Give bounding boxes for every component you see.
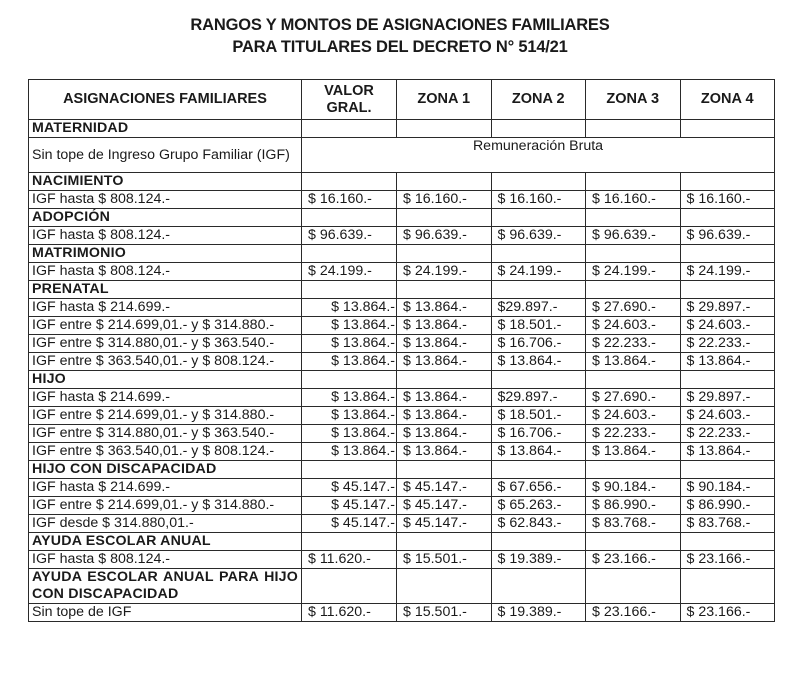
value-cell-zona-1: $ 24.199.- [397, 263, 492, 281]
value-cell-valor-gral: $ 13.864.- [302, 389, 397, 407]
row-label: IGF hasta $ 214.699.- [29, 389, 302, 407]
value-cell-zona-4: $ 83.768.- [680, 515, 775, 533]
value-cell-zona-1: $ 13.864.- [397, 335, 492, 353]
row-label: IGF entre $ 363.540,01.- y $ 808.124.- [29, 353, 302, 371]
section-title: MATRIMONIO [29, 245, 302, 263]
row-label: IGF hasta $ 214.699.- [29, 479, 302, 497]
value-cell-zona-2: $ 16.706.- [491, 335, 586, 353]
row-label: IGF entre $ 363.540,01.- y $ 808.124.- [29, 443, 302, 461]
empty-cell [491, 371, 586, 389]
table-row [29, 425, 775, 443]
value-cell-zona-3: $ 13.864.- [586, 443, 681, 461]
table-row [29, 407, 775, 425]
value-cell-valor-gral: $ 24.199.- [302, 263, 397, 281]
title-line-2: PARA TITULARES DEL DECRETO N° 514/21 [232, 38, 568, 56]
header-valor-gral-text: VALOR GRAL. [324, 82, 374, 116]
empty-cell [491, 569, 586, 604]
value-cell-valor-gral: $ 13.864.- [302, 317, 397, 335]
allowances-table [28, 79, 775, 622]
empty-cell [586, 461, 681, 479]
empty-cell [680, 209, 775, 227]
table-header-row [29, 80, 775, 120]
empty-cell [302, 209, 397, 227]
section-row [29, 245, 775, 263]
table-row [29, 317, 775, 335]
empty-cell [397, 533, 492, 551]
value-cell-valor-gral: $ 13.864.- [302, 425, 397, 443]
empty-cell [586, 173, 681, 191]
value-cell-zona-4: $ 23.166.- [680, 604, 775, 622]
table-row [29, 299, 775, 317]
value-cell-zona-4: $ 24.603.- [680, 317, 775, 335]
value-cell-zona-1: $ 45.147.- [397, 515, 492, 533]
value-cell-zona-3: $ 96.639.- [586, 227, 681, 245]
section-row [29, 173, 775, 191]
empty-cell [302, 569, 397, 604]
value-cell-zona-2: $ 96.639.- [491, 227, 586, 245]
section-title: HIJO [29, 371, 302, 389]
value-cell-zona-1: $ 45.147.- [397, 497, 492, 515]
value-cell-zona-4: $ 24.199.- [680, 263, 775, 281]
value-cell-valor-gral: $ 13.864.- [302, 299, 397, 317]
value-cell-zona-2: $ 18.501.- [491, 407, 586, 425]
value-cell-zona-3: $ 27.690.- [586, 389, 681, 407]
row-label: IGF entre $ 314.880,01.- y $ 363.540.- [29, 335, 302, 353]
row-label: Sin tope de IGF [29, 604, 302, 622]
empty-cell [491, 281, 586, 299]
header-zona-3: ZONA 3 [586, 80, 681, 120]
table-row [29, 443, 775, 461]
value-cell-zona-4: $ 23.166.- [680, 551, 775, 569]
empty-cell [397, 245, 492, 263]
empty-cell [680, 120, 775, 138]
value-cell-zona-4: $ 24.603.- [680, 407, 775, 425]
value-cell-zona-2: $29.897.- [491, 299, 586, 317]
section-title: ADOPCIÓN [29, 209, 302, 227]
empty-cell [680, 533, 775, 551]
merged-value-cell: Remuneración Bruta [302, 138, 775, 173]
header-valor-gral [302, 80, 397, 120]
section-row [29, 120, 775, 138]
value-cell-zona-3: $ 22.233.- [586, 425, 681, 443]
empty-cell [397, 209, 492, 227]
value-cell-valor-gral: $ 11.620.- [302, 551, 397, 569]
value-cell-valor-gral: $ 13.864.- [302, 335, 397, 353]
value-cell-zona-3: $ 22.233.- [586, 335, 681, 353]
empty-cell [586, 569, 681, 604]
value-cell-zona-4: $ 16.160.- [680, 191, 775, 209]
row-label: IGF entre $ 214.699,01.- y $ 314.880.- [29, 317, 302, 335]
empty-cell [302, 533, 397, 551]
empty-cell [302, 371, 397, 389]
empty-cell [302, 245, 397, 263]
section-title: PRENATAL [29, 281, 302, 299]
value-cell-zona-4: $ 86.990.- [680, 497, 775, 515]
empty-cell [491, 533, 586, 551]
value-cell-zona-4: $ 13.864.- [680, 443, 775, 461]
value-cell-zona-2: $ 67.656.- [491, 479, 586, 497]
row-label: IGF entre $ 214.699,01.- y $ 314.880.- [29, 407, 302, 425]
section-title: AYUDA ESCOLAR ANUAL PARA HIJO CON DISCAPACIDAD [29, 569, 302, 604]
value-cell-zona-2: $ 19.389.- [491, 604, 586, 622]
section-row [29, 569, 775, 604]
value-cell-valor-gral: $ 13.864.- [302, 407, 397, 425]
empty-cell [397, 173, 492, 191]
value-cell-zona-1: $ 13.864.- [397, 443, 492, 461]
value-cell-zona-1: $ 15.501.- [397, 604, 492, 622]
value-cell-valor-gral: $ 45.147.- [302, 515, 397, 533]
empty-cell [491, 461, 586, 479]
value-cell-zona-3: $ 16.160.- [586, 191, 681, 209]
empty-cell [680, 281, 775, 299]
empty-cell [397, 569, 492, 604]
document-title [0, 14, 800, 58]
value-cell-zona-3: $ 90.184.- [586, 479, 681, 497]
value-cell-zona-3: $ 23.166.- [586, 604, 681, 622]
row-label: IGF hasta $ 808.124.- [29, 551, 302, 569]
empty-cell [586, 371, 681, 389]
value-cell-zona-1: $ 13.864.- [397, 317, 492, 335]
section-row [29, 209, 775, 227]
section-title: MATERNIDAD [29, 120, 302, 138]
value-cell-zona-2: $ 65.263.- [491, 497, 586, 515]
empty-cell [397, 461, 492, 479]
value-cell-zona-2: $ 62.843.- [491, 515, 586, 533]
value-cell-valor-gral: $ 45.147.- [302, 497, 397, 515]
title-line-1: RANGOS Y MONTOS DE ASIGNACIONES FAMILIARES [190, 16, 610, 34]
row-label: IGF entre $ 214.699,01.- y $ 314.880.- [29, 497, 302, 515]
value-cell-zona-2: $ 13.864.- [491, 353, 586, 371]
value-cell-zona-1: $ 13.864.- [397, 353, 492, 371]
row-label: IGF hasta $ 214.699.- [29, 299, 302, 317]
empty-cell [586, 209, 681, 227]
section-title: HIJO CON DISCAPACIDAD [29, 461, 302, 479]
value-cell-zona-4: $ 90.184.- [680, 479, 775, 497]
header-zona-2: ZONA 2 [491, 80, 586, 120]
value-cell-zona-2: $ 18.501.- [491, 317, 586, 335]
value-cell-valor-gral: $ 45.147.- [302, 479, 397, 497]
table-row [29, 479, 775, 497]
empty-cell [491, 245, 586, 263]
value-cell-zona-1: $ 16.160.- [397, 191, 492, 209]
header-zona-1: ZONA 1 [397, 80, 492, 120]
empty-cell [586, 281, 681, 299]
table-row [29, 389, 775, 407]
empty-cell [302, 120, 397, 138]
value-cell-valor-gral: $ 13.864.- [302, 443, 397, 461]
value-cell-valor-gral: $ 96.639.- [302, 227, 397, 245]
row-label: IGF hasta $ 808.124.- [29, 263, 302, 281]
value-cell-zona-3: $ 27.690.- [586, 299, 681, 317]
section-row [29, 281, 775, 299]
table-row [29, 497, 775, 515]
empty-cell [586, 245, 681, 263]
empty-cell [491, 120, 586, 138]
value-cell-zona-4: $ 13.864.- [680, 353, 775, 371]
row-label: IGF entre $ 314.880,01.- y $ 363.540.- [29, 425, 302, 443]
value-cell-zona-4: $ 29.897.- [680, 389, 775, 407]
table-row [29, 138, 775, 173]
empty-cell [586, 533, 681, 551]
value-cell-zona-2: $ 16.160.- [491, 191, 586, 209]
value-cell-valor-gral: $ 16.160.- [302, 191, 397, 209]
empty-cell [397, 281, 492, 299]
section-row [29, 461, 775, 479]
table-row [29, 353, 775, 371]
empty-cell [680, 173, 775, 191]
empty-cell [491, 209, 586, 227]
value-cell-zona-4: $ 29.897.- [680, 299, 775, 317]
value-cell-zona-4: $ 96.639.- [680, 227, 775, 245]
section-row [29, 533, 775, 551]
header-zona-4: ZONA 4 [680, 80, 775, 120]
table-row [29, 335, 775, 353]
value-cell-zona-3: $ 24.603.- [586, 317, 681, 335]
value-cell-zona-2: $ 16.706.- [491, 425, 586, 443]
value-cell-zona-4: $ 22.233.- [680, 335, 775, 353]
empty-cell [302, 173, 397, 191]
empty-cell [397, 371, 492, 389]
value-cell-zona-3: $ 24.603.- [586, 407, 681, 425]
value-cell-zona-1: $ 45.147.- [397, 479, 492, 497]
empty-cell [302, 461, 397, 479]
section-row [29, 371, 775, 389]
value-cell-zona-1: $ 15.501.- [397, 551, 492, 569]
value-cell-valor-gral: $ 13.864.- [302, 353, 397, 371]
value-cell-zona-2: $ 13.864.- [491, 443, 586, 461]
row-label: IGF desde $ 314.880,01.- [29, 515, 302, 533]
table-body [29, 120, 775, 622]
value-cell-zona-3: $ 13.864.- [586, 353, 681, 371]
value-cell-zona-1: $ 13.864.- [397, 425, 492, 443]
table-row [29, 263, 775, 281]
row-label: IGF hasta $ 808.124.- [29, 227, 302, 245]
empty-cell [680, 461, 775, 479]
table-row [29, 227, 775, 245]
value-cell-zona-3: $ 23.166.- [586, 551, 681, 569]
table-row [29, 515, 775, 533]
value-cell-zona-4: $ 22.233.- [680, 425, 775, 443]
table-row [29, 551, 775, 569]
value-cell-zona-3: $ 86.990.- [586, 497, 681, 515]
value-cell-zona-2: $ 19.389.- [491, 551, 586, 569]
empty-cell [680, 371, 775, 389]
header-asignaciones: ASIGNACIONES FAMILIARES [29, 80, 302, 120]
value-cell-zona-1: $ 13.864.- [397, 407, 492, 425]
row-label: Sin tope de Ingreso Grupo Familiar (IGF) [29, 138, 302, 173]
empty-cell [302, 281, 397, 299]
row-label: IGF hasta $ 808.124.- [29, 191, 302, 209]
empty-cell [491, 173, 586, 191]
table-row [29, 604, 775, 622]
section-title: AYUDA ESCOLAR ANUAL [29, 533, 302, 551]
empty-cell [397, 120, 492, 138]
value-cell-zona-1: $ 13.864.- [397, 299, 492, 317]
value-cell-zona-3: $ 83.768.- [586, 515, 681, 533]
value-cell-zona-1: $ 96.639.- [397, 227, 492, 245]
value-cell-zona-3: $ 24.199.- [586, 263, 681, 281]
table-row [29, 191, 775, 209]
empty-cell [586, 120, 681, 138]
value-cell-zona-2: $ 24.199.- [491, 263, 586, 281]
empty-cell [680, 569, 775, 604]
empty-cell [680, 245, 775, 263]
value-cell-zona-2: $29.897.- [491, 389, 586, 407]
value-cell-zona-1: $ 13.864.- [397, 389, 492, 407]
section-title: NACIMIENTO [29, 173, 302, 191]
value-cell-valor-gral: $ 11.620.- [302, 604, 397, 622]
